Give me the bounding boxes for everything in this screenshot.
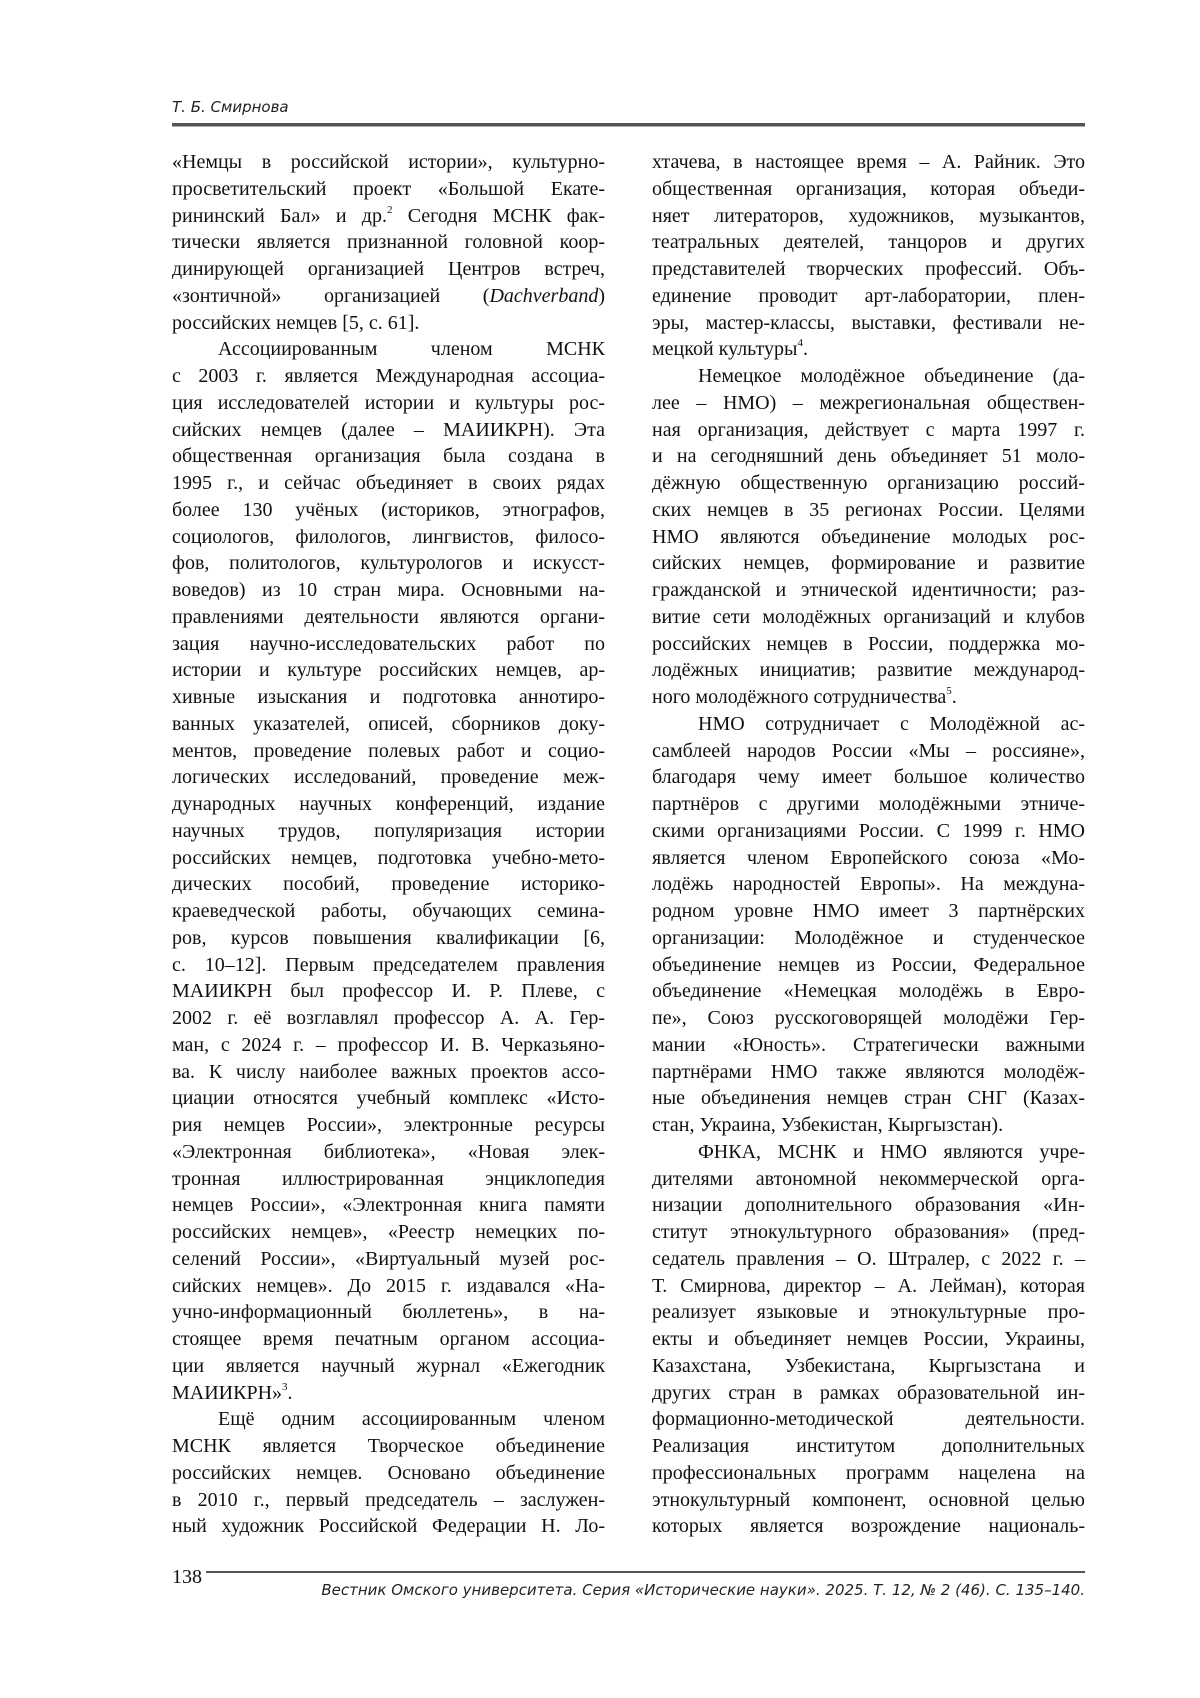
text-line [172, 1166, 605, 1193]
text-line [652, 1005, 1085, 1032]
text-line [652, 657, 1085, 684]
text-segment: ментов, проведение полевых работ и социо- [172, 739, 605, 762]
text-segment: дителями автономной некоммерческой орга- [652, 1167, 1085, 1190]
text-segment: родном уровне НМО имеет 3 партнёрских [652, 900, 1085, 922]
text-segment: ции является научный журнал «Ежегодник [172, 1354, 605, 1377]
text-segment: формационно-методической деятельности. [652, 1408, 1085, 1431]
text-segment: сийских немцев, формирование и развитие [652, 552, 1085, 575]
text-segment: объединение «Немецкая молодёжь в Евро- [652, 980, 1085, 1003]
text-segment: с 2003 г. является Международная ассоциа- [172, 365, 605, 387]
text-line [652, 1273, 1085, 1300]
text-line [172, 1085, 605, 1112]
text-segment: гражданской и этнической идентичности; раз- [652, 579, 1085, 601]
text-segment: ститут этнокультурного образования» (пред- [652, 1221, 1085, 1243]
text-segment: российских немцев. Основано объединение [172, 1461, 605, 1484]
text-segment: ров, курсов повышения квалификации [6, [172, 926, 605, 949]
text-segment: хивные изыскания и подготовка аннотиро- [172, 686, 605, 708]
text-line [652, 604, 1085, 631]
text-line [652, 1085, 1085, 1112]
text-segment: с. 10–12]. Первым председателем правления [172, 953, 605, 976]
text-line [652, 363, 1085, 390]
text-line [172, 1005, 605, 1032]
text-segment: и на сегодняшний день объединяет 51 моло- [652, 445, 1085, 468]
text-segment: седатель правления – О. Штралер, с 2022 г. – [652, 1247, 1085, 1270]
text-line [652, 1246, 1085, 1273]
text-line [652, 871, 1085, 898]
text-segment: фов, политологов, культурологов и искусст- [172, 552, 605, 575]
text-line [172, 898, 605, 925]
text-segment: эры, мастер-классы, выставки, фестивали не- [652, 311, 1085, 334]
text-line [652, 443, 1085, 470]
text-line [172, 684, 605, 711]
text-segment: циации относятся учебный комплекс «Исто- [172, 1087, 605, 1110]
text-line [652, 149, 1085, 176]
text-segment: лее – НМО) – межрегиональная обществен- [652, 391, 1085, 414]
text-line [172, 524, 605, 551]
text-segment: благодаря чему имеет большое количество [652, 766, 1085, 789]
text-segment: российских немцев, подготовка учебно-мето- [172, 846, 605, 869]
text-segment: других стран в рамках образовательной ин- [652, 1381, 1085, 1404]
text-line [172, 604, 605, 631]
text-segment: витие сети молодёжных организаций и клубов [652, 605, 1085, 628]
text-segment: ный художник Российской Федерации Н. Ло- [172, 1515, 605, 1538]
text-segment: дёжную общественную организацию россий- [652, 472, 1085, 494]
text-segment: лодёжных инициатив; развитие международ- [652, 659, 1085, 682]
text-line [172, 738, 605, 765]
running-head: Т. Б. Смирнова [172, 98, 289, 116]
text-line [172, 176, 605, 203]
text-line [652, 283, 1085, 310]
text-segment: МАИИКРН» [172, 1381, 283, 1404]
text-line [172, 229, 605, 256]
text-segment: скими организациями России. С 1999 г. НМО [652, 819, 1085, 842]
text-line [172, 764, 605, 791]
text-line [652, 256, 1085, 283]
text-line [172, 363, 605, 390]
text-segment: ванных указателей, описей, сборников доку- [172, 712, 605, 735]
text-segment: реализует языковые и этнокультурные про- [652, 1301, 1085, 1324]
text-line [652, 229, 1085, 256]
text-segment: ные объединения немцев стран СНГ (Казах- [652, 1087, 1085, 1110]
text-line [652, 845, 1085, 872]
text-line [652, 1166, 1085, 1193]
text-segment: мецкой культуры [652, 338, 798, 361]
text-line [172, 711, 605, 738]
footnote-marker: 4 [797, 337, 803, 350]
text-line [172, 845, 605, 872]
text-line [652, 1353, 1085, 1380]
text-segment: объединение немцев из России, Федеральное [652, 953, 1085, 976]
left-column [172, 149, 605, 1540]
text-segment: российских немцев в России, поддержка мо- [652, 632, 1085, 655]
text-segment: 2002 г. её возглавлял профессор А. А. Гер- [172, 1007, 605, 1029]
text-line [172, 1246, 605, 1273]
text-line [172, 1380, 605, 1407]
text-segment: сийских немцев». До 2015 г. издавался «На- [172, 1274, 605, 1297]
text-segment: которых является возрождение националь- [652, 1515, 1085, 1538]
text-line [652, 791, 1085, 818]
text-segment: дународных научных конференций, издание [172, 793, 605, 815]
text-line [652, 1513, 1085, 1540]
text-line [652, 1406, 1085, 1433]
text-line [652, 978, 1085, 1005]
text-line [652, 1380, 1085, 1407]
text-line [172, 952, 605, 979]
italic-term: Dachverband [489, 284, 599, 307]
text-line [652, 952, 1085, 979]
text-line [652, 1192, 1085, 1219]
text-segment: . [951, 686, 957, 708]
text-segment: Ассоциированным членом МСНК [218, 338, 605, 361]
text-segment: дических пособий, проведение историко- [172, 873, 605, 896]
text-line [652, 1059, 1085, 1086]
text-segment: «Электронная библиотека», «Новая элек- [172, 1140, 605, 1163]
text-segment: ФНКА, МСНК и НМО являются учре- [698, 1140, 1085, 1163]
text-line [652, 631, 1085, 658]
text-line [172, 1219, 605, 1246]
text-line [172, 1326, 605, 1353]
text-line [172, 283, 605, 310]
text-segment: «Немцы в российской истории», культурно- [172, 151, 605, 173]
text-segment: истории и культуре российских немцев, ар- [172, 659, 605, 682]
text-line [172, 1433, 605, 1460]
text-line [652, 310, 1085, 337]
footnote-marker: 5 [946, 685, 952, 697]
text-line [652, 1326, 1085, 1353]
text-segment: динирующей организацией Центров встреч, [172, 258, 605, 280]
text-segment: воведов) из 10 стран мира. Основными на- [172, 579, 605, 601]
text-segment: этнокультурный компонент, основной целью [652, 1488, 1085, 1511]
right-column [652, 149, 1085, 1540]
text-line [172, 390, 605, 417]
text-segment: более 130 учёных (историков, этнографов, [172, 498, 605, 521]
text-segment: в 2010 г., первый председатель – заслужен- [172, 1488, 605, 1511]
text-line [652, 684, 1085, 711]
text-line [652, 390, 1085, 417]
text-line [652, 925, 1085, 952]
text-line [652, 1032, 1085, 1059]
text-line [172, 470, 605, 497]
text-segment: Немецкое молодёжное объединение (да- [698, 365, 1085, 387]
text-line [172, 1299, 605, 1326]
text-segment: «зонтичной» организацией ( [172, 284, 490, 307]
page-number: 138 [172, 1566, 202, 1588]
journal-citation: Вестник Омского университета. Серия «Исторические науки». 2025. Т. 12, № 2 (46). С. 135–140. [321, 1581, 1085, 1599]
text-segment: театральных деятелей, танцоров и других [652, 231, 1085, 254]
text-line [172, 1406, 605, 1433]
text-segment: общественная организация, которая объеди- [652, 177, 1085, 200]
text-line [172, 497, 605, 524]
text-line [652, 577, 1085, 604]
text-segment: . [287, 1381, 293, 1404]
text-segment: лодёжь народностей Европы». На междуна- [652, 873, 1085, 896]
text-segment: рия немцев России», электронные ресурсы [172, 1114, 605, 1136]
text-line [652, 764, 1085, 791]
text-line [172, 871, 605, 898]
text-segment: профессиональных программ нацелена на [652, 1461, 1085, 1484]
text-segment: единение проводит арт-лаборатории, плен- [652, 284, 1085, 307]
text-line [652, 203, 1085, 230]
text-segment: российских немцев», «Реестр немецких по- [172, 1221, 605, 1243]
text-segment: НМО являются объединение молодых рос- [652, 525, 1085, 548]
text-segment: Реализация институтом дополнительных [652, 1435, 1085, 1457]
text-line [172, 256, 605, 283]
text-line [652, 711, 1085, 738]
text-line [172, 577, 605, 604]
text-line [652, 738, 1085, 765]
text-line [172, 657, 605, 684]
footnote-marker: 3 [282, 1380, 288, 1393]
text-segment: учно-информационный бюллетень», в на- [172, 1301, 605, 1324]
text-line [172, 149, 605, 176]
text-line [652, 1139, 1085, 1166]
text-line [172, 1460, 605, 1487]
text-segment: МСНК является Творческое объединение [172, 1435, 605, 1457]
text-line [652, 470, 1085, 497]
text-segment: научных трудов, популяризация истории [172, 819, 605, 842]
text-segment: ман, с 2024 г. – профессор И. В. Черказьяно- [172, 1033, 605, 1056]
text-segment: пе», Союз русскоговорящей молодёжи Гер- [652, 1007, 1085, 1029]
text-segment: ских немцев в 35 регионах России. Целями [652, 498, 1085, 521]
text-segment: является членом Европейского союза «Мо- [652, 846, 1085, 869]
text-segment: общественная организация была создана в [172, 445, 605, 468]
text-line [652, 497, 1085, 524]
text-line [652, 818, 1085, 845]
text-segment: ция исследователей истории и культуры рос- [172, 391, 605, 414]
text-segment: Ещё одним ассоциированным членом [218, 1408, 605, 1431]
text-segment: екты и объединяет немцев России, Украины, [652, 1328, 1085, 1350]
text-segment: социологов, филологов, лингвистов, филосо- [172, 525, 605, 548]
text-line [652, 1487, 1085, 1514]
text-segment: тически является признанной головной коор- [172, 231, 605, 254]
text-segment: ва. К числу наиболее важных проектов ассо- [172, 1060, 605, 1083]
text-segment: стоящее время печатным органом ассоциа- [172, 1328, 605, 1350]
text-line [652, 1460, 1085, 1487]
text-segment: ) [598, 284, 605, 307]
text-segment: ная организация, действует с марта 1997 г. [652, 418, 1085, 441]
text-segment: краеведческой работы, обучающих семина- [172, 900, 605, 922]
text-segment: хтачева, в настоящее время – А. Райник. Это [652, 151, 1085, 173]
text-line [172, 310, 605, 337]
text-segment: российских немцев [5, с. 61]. [172, 311, 420, 334]
text-line [172, 631, 605, 658]
text-segment: логических исследований, проведение меж- [172, 766, 605, 789]
text-segment: просветительский проект «Большой Екате- [172, 177, 605, 200]
text-segment: . [802, 338, 808, 361]
footnote-marker: 2 [386, 203, 393, 216]
text-line [172, 925, 605, 952]
text-segment: немцев России», «Электронная книга памяти [172, 1194, 605, 1217]
text-segment: мании «Юность». Стратегически важными [652, 1033, 1085, 1056]
text-line [652, 550, 1085, 577]
text-segment: низации дополнительного образования «Ин- [652, 1194, 1085, 1217]
text-segment: няет литераторов, художников, музыкантов, [652, 204, 1085, 227]
text-segment: организации: Молодёжное и студенческое [652, 926, 1085, 949]
text-segment: представителей творческих профессий. Объ- [652, 258, 1085, 280]
text-segment: Казахстана, Узбекистана, Кыргызстана и [652, 1354, 1085, 1377]
text-line [172, 1513, 605, 1540]
text-line [652, 898, 1085, 925]
text-line [172, 1487, 605, 1514]
text-segment: МАИИКРН был профессор И. Р. Плеве, с [172, 980, 605, 1003]
text-segment: самблеей народов России «Мы – россияне», [652, 739, 1085, 762]
text-line [652, 1219, 1085, 1246]
text-line [652, 524, 1085, 551]
text-segment: Т. Смирнова, директор – А. Лейман), которая [652, 1274, 1085, 1297]
text-segment: ного молодёжного сотрудничества [652, 686, 947, 708]
text-line [172, 1192, 605, 1219]
text-line [172, 1273, 605, 1300]
text-line [172, 203, 605, 230]
text-segment: стан, Украина, Узбекистан, Кыргызстан). [652, 1114, 1004, 1136]
text-line [652, 417, 1085, 444]
text-segment: селений России», «Виртуальный музей рос- [172, 1247, 605, 1270]
text-line [172, 1353, 605, 1380]
text-line [652, 176, 1085, 203]
text-segment: тронная иллюстрированная энциклопедия [172, 1167, 605, 1190]
text-line [172, 818, 605, 845]
text-segment: правлениями деятельности являются органи- [172, 605, 605, 628]
text-segment: партнёров с другими молодёжными этниче- [652, 793, 1085, 815]
text-line [652, 336, 1085, 363]
footer-rule [206, 1571, 1085, 1573]
text-line [652, 1433, 1085, 1460]
text-line [172, 443, 605, 470]
text-segment: рининский Бал» и др. [172, 204, 387, 227]
text-segment: сийских немцев (далее – МАИИКРН). Эта [172, 418, 605, 441]
text-line [172, 1032, 605, 1059]
text-line [172, 978, 605, 1005]
text-line [172, 1139, 605, 1166]
text-line [172, 1059, 605, 1086]
text-line [652, 1299, 1085, 1326]
text-line [172, 550, 605, 577]
text-segment: 1995 г., и сейчас объединяет в своих рядах [172, 472, 605, 494]
header-rule [172, 123, 1085, 127]
text-segment: партнёрами НМО также являются молодёж- [652, 1060, 1085, 1083]
text-line [172, 417, 605, 444]
text-line [172, 791, 605, 818]
text-segment: Сегодня МСНК фак- [392, 204, 605, 227]
text-segment: НМО сотрудничает с Молодёжной ас- [698, 712, 1085, 735]
text-segment: зация научно-исследовательских работ по [172, 632, 605, 655]
text-line [172, 1112, 605, 1139]
text-line [652, 1112, 1085, 1139]
text-line [172, 336, 605, 363]
